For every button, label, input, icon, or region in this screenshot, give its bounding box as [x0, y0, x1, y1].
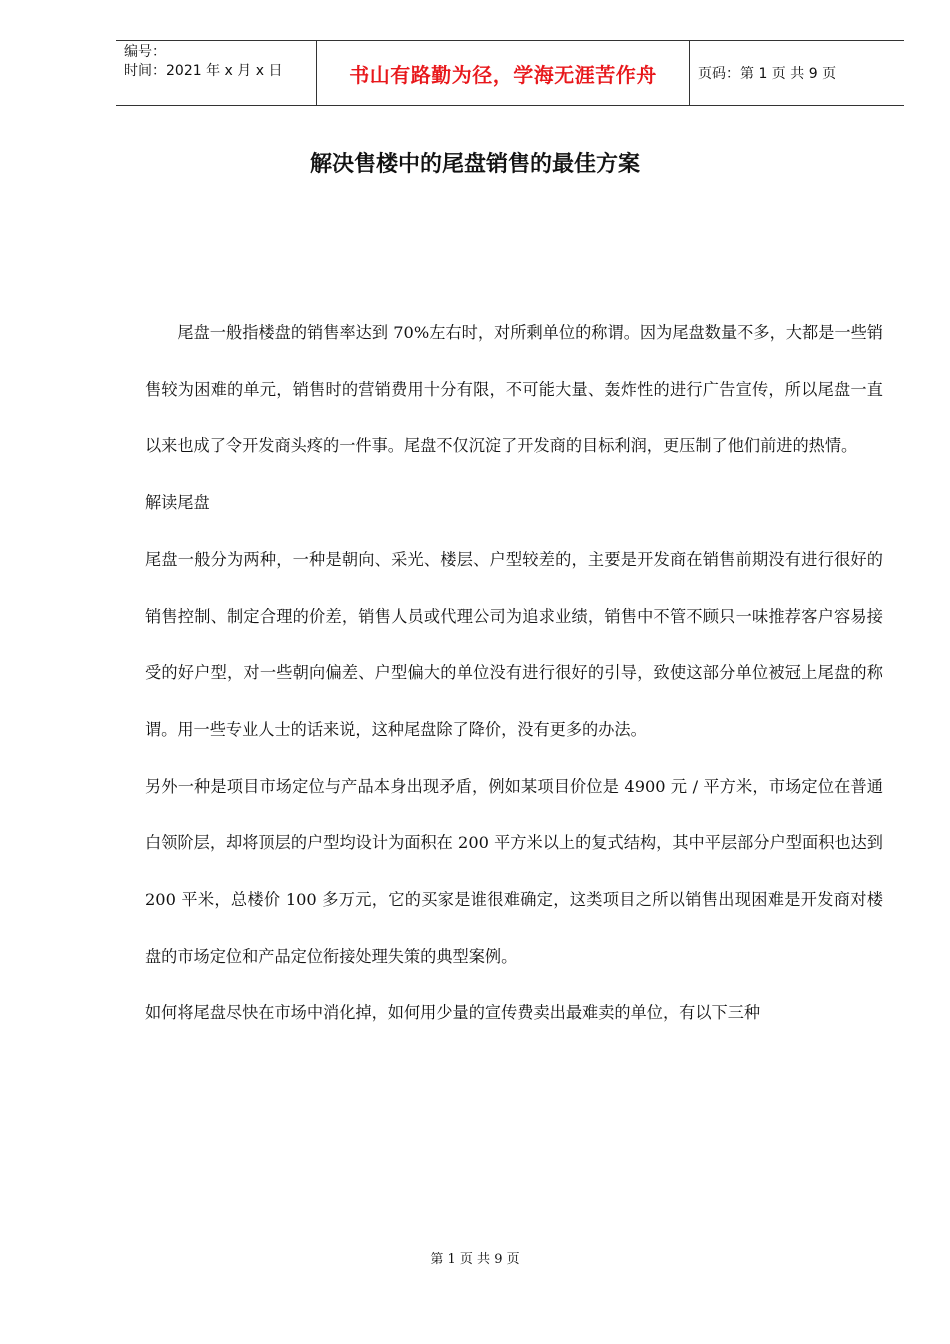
- page-footer: 第 1 页 共 9 页: [430, 1252, 520, 1267]
- paragraph-type-one: 尾盘一般分为两种，一种是朝向、采光、楼层、户型较差的，主要是开发商在销售前期没有进行很好的销售控制、制定合理的价差，销售人员或代理公司为追求业绩，销售中不管不顾只一味推荐客户容易接受的好户型，对一些朝向偏差、户型偏大的单位没有进行很好的引导，致使这部分单位被冠上尾盘的称谓。用一些专业人士的话来说，这种尾盘除了降价，没有更多的办法。: [145, 549, 883, 739]
- paragraph-type-two: 另外一种是项目市场定位与产品本身出现矛盾，例如某项目价位是 4900 元 / 平方米，市场定位在普通白领阶层，却将顶层的户型均设计为面积在 200 平方米以上的复式结构，其中平层部分户型面积也达到 200 平米，总楼价 100 多万元，它的买家是谁很难确定，这类项目之所以销售出现困难是开发商对楼盘的市场定位和产品定位衔接处理失策的典型案例。: [145, 776, 883, 966]
- document-date: 时间：2021 年 x 月 x 日: [124, 63, 283, 79]
- header-page-info: 页码：第 1 页 共 9 页: [698, 66, 837, 82]
- document-title: 解决售楼中的尾盘销售的最佳方案: [309, 152, 640, 177]
- page-header: [116, 40, 904, 106]
- paragraph-solutions: 如何将尾盘尽快在市场中消化掉，如何用少量的宣传费卖出最难卖的单位，有以下三种: [145, 1003, 761, 1023]
- paragraph-intro: 尾盘一般指楼盘的销售率达到 70%左右时，对所剩单位的称谓。因为尾盘数量不多，大都是一些销售较为困难的单元，销售时的营销费用十分有限，不可能大量、轰炸性的进行广告宣传，所以尾盘一直以来也成了令开发商头疼的一件事。尾盘不仅沉淀了开发商的目标利润，更压制了他们前进的热情。: [145, 323, 883, 456]
- document-body: [145, 305, 883, 1042]
- header-motto: 书山有路勤为径，学海无涯苦作舟: [316, 41, 690, 105]
- document-number-label: 编号：: [124, 44, 166, 60]
- section-heading: 解读尾盘: [145, 493, 210, 513]
- header-meta: [116, 41, 316, 105]
